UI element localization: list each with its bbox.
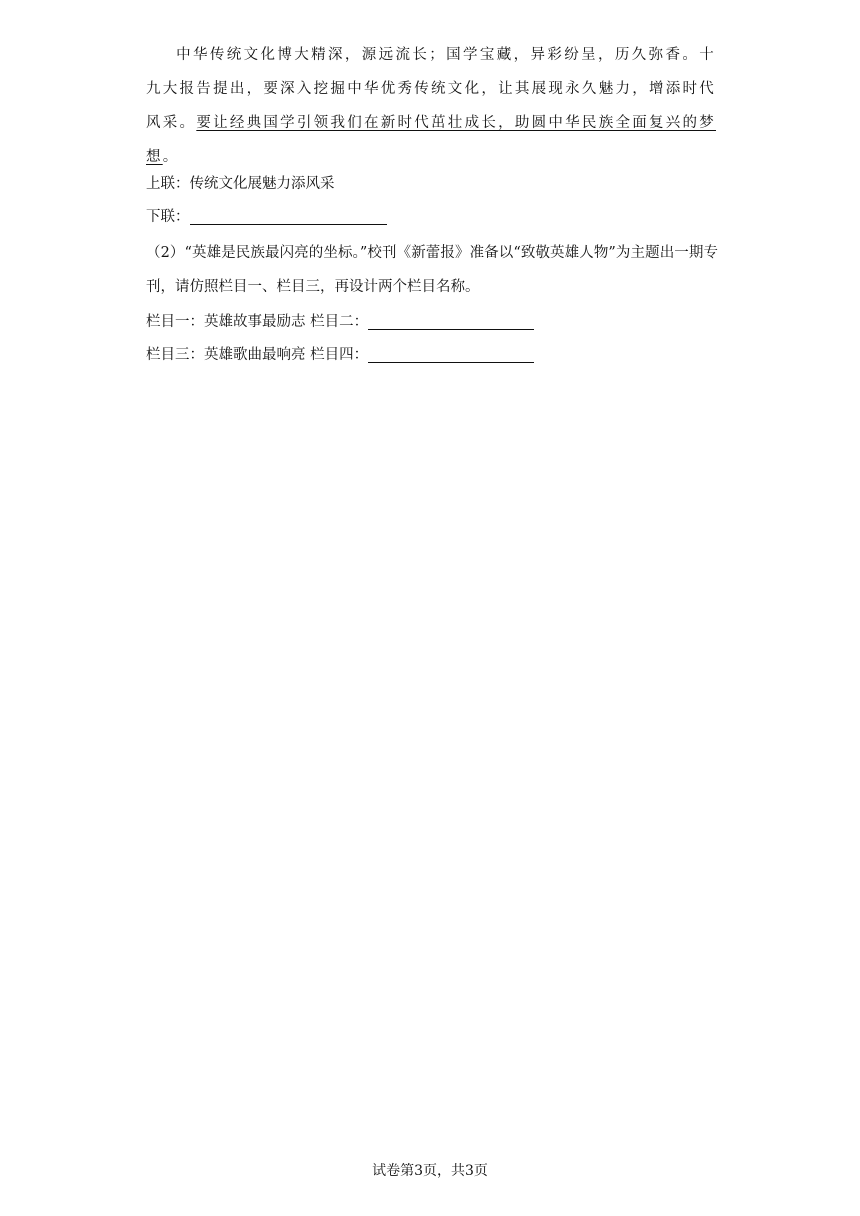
- columns-row-1-text: 栏目一：英雄故事最励志 栏目二：: [146, 314, 369, 330]
- upper-couplet-text: 传统文化展魅力添风采: [189, 176, 335, 192]
- passage-text: 中华传统文化博大精深，源远流长；国学宝藏，异彩纷呈，历久弥香。十九大报告提出，要深入挖掘中华优秀传统文化，让其展现永久魅力，增添时代风采。: [146, 47, 716, 131]
- upper-couplet-line: [146, 174, 335, 194]
- columns-row-2: [146, 345, 534, 365]
- lower-couplet-label: 下联：: [146, 209, 190, 225]
- upper-couplet-label: 上联：: [146, 176, 190, 192]
- columns-row-2-text: 栏目三：英雄歌曲最响亮 栏目四：: [146, 347, 369, 363]
- column-2-answer-blank[interactable]: [368, 313, 534, 330]
- passage-end-punct: 。: [162, 149, 180, 165]
- page-footer: 试卷第3页，共3页: [372, 1163, 488, 1179]
- passage-paragraph: [146, 38, 716, 174]
- lower-couplet-line: [146, 207, 387, 227]
- underlined-sentence: 要让经典国学引领我们在新时代茁壮成长，助圆中华民族全面复兴的梦想: [146, 115, 716, 165]
- column-4-answer-blank[interactable]: [368, 346, 534, 363]
- lower-couplet-answer-blank[interactable]: [190, 208, 387, 225]
- columns-row-1: [146, 312, 534, 332]
- question-2-prompt: （2）“英雄是民族最闪亮的坐标。”校刊《新蕾报》准备以“致敬英雄人物”为主题出一期专刊，请仿照栏目一、栏目三，再设计两个栏目名称。: [146, 245, 718, 295]
